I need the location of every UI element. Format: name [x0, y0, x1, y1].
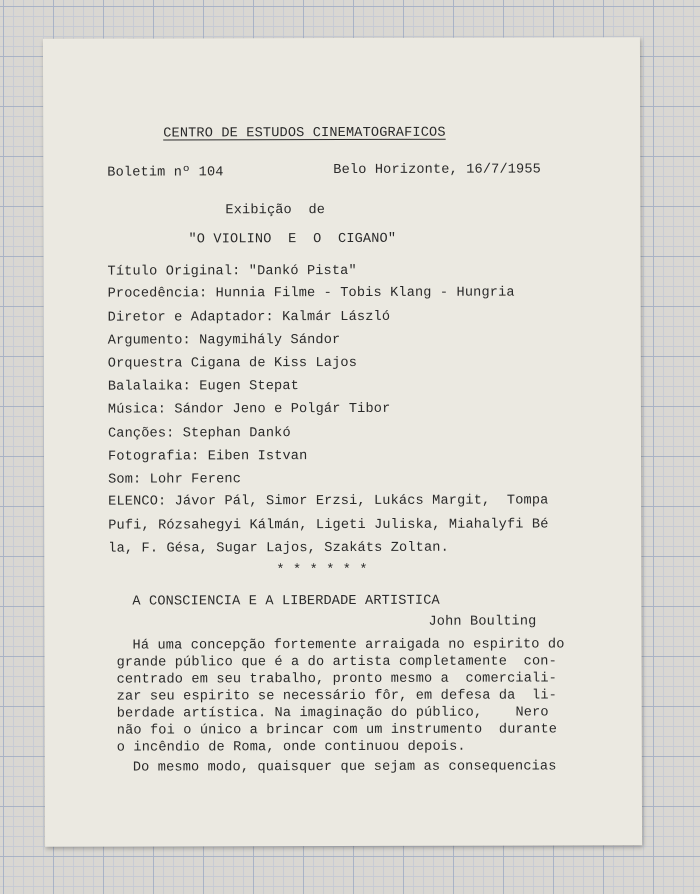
- article-title: A CONSCIENCIA E A LIBERDADE ARTISTICA: [132, 593, 440, 610]
- institution-heading: CENTRO DE ESTUDOS CINEMATOGRAFICOS: [163, 125, 446, 142]
- separator-asterisks: * * * * * *: [276, 562, 368, 579]
- paragraph-line: centrado em seu trabalho, pronto mesmo a comerciali-: [116, 671, 557, 688]
- paragraph-line: Do mesmo modo, quaisquer que sejam as consequencias: [132, 759, 557, 776]
- credit-origin: Procedência: Hunnia Filme - Tobis Klang - Hungria: [107, 285, 515, 302]
- film-title: "O VIOLINO E O CIGANO": [188, 231, 397, 248]
- paragraph-line: não foi o único a brincar com um instrumento durante: [116, 722, 558, 739]
- credit-orchestra: Orquestra Cigana de Kiss Lajos: [107, 355, 358, 372]
- credit-story: Argumento: Nagymihály Sándor: [107, 333, 341, 349]
- cast-line-2: Pufi, Rózsahegyi Kálmán, Ligeti Juliska, Miahalyfi Bé: [108, 517, 549, 534]
- cast-line-3: la, F. Gésa, Sugar Lajos, Szakáts Zoltan.: [108, 540, 449, 557]
- paragraph-line: berdade artística. Na imaginação do público, Nero: [116, 705, 549, 722]
- cast-line-1: ELENCO: Jávor Pál, Simor Erzsi, Lukács Margit, Tompa: [108, 493, 549, 510]
- credit-sound: Som: Lohr Ferenc: [108, 472, 242, 488]
- paragraph-line: grande público que é a do artista completamente con-: [116, 654, 557, 671]
- paragraph-line: o incêndio de Roma, onde continuou depois.: [116, 739, 466, 756]
- place-date: Belo Horizonte, 16/7/1955: [333, 162, 542, 179]
- paragraph-line: zar seu espirito se necessário fôr, em defesa da li-: [116, 688, 557, 705]
- document-page: [43, 37, 642, 847]
- article-author: John Boulting: [428, 614, 537, 630]
- paragraph-line: Há uma concepção fortemente arraigada no espirito do: [132, 637, 565, 654]
- credit-music: Música: Sándor Jeno e Polgár Tibor: [107, 401, 391, 418]
- credit-director: Diretor e Adaptador: Kalmár László: [107, 309, 391, 326]
- credit-photography: Fotografia: Eiben Istvan: [108, 449, 308, 465]
- bulletin-number: Boletim nº 104: [107, 165, 224, 181]
- credit-songs: Canções: Stephan Dankó: [107, 426, 291, 442]
- exhibition-label: Exibição de: [225, 203, 326, 219]
- credit-balalaika: Balalaika: Eugen Stepat: [107, 379, 299, 395]
- credit-original-title: Título Original: "Dankó Pista": [107, 263, 357, 280]
